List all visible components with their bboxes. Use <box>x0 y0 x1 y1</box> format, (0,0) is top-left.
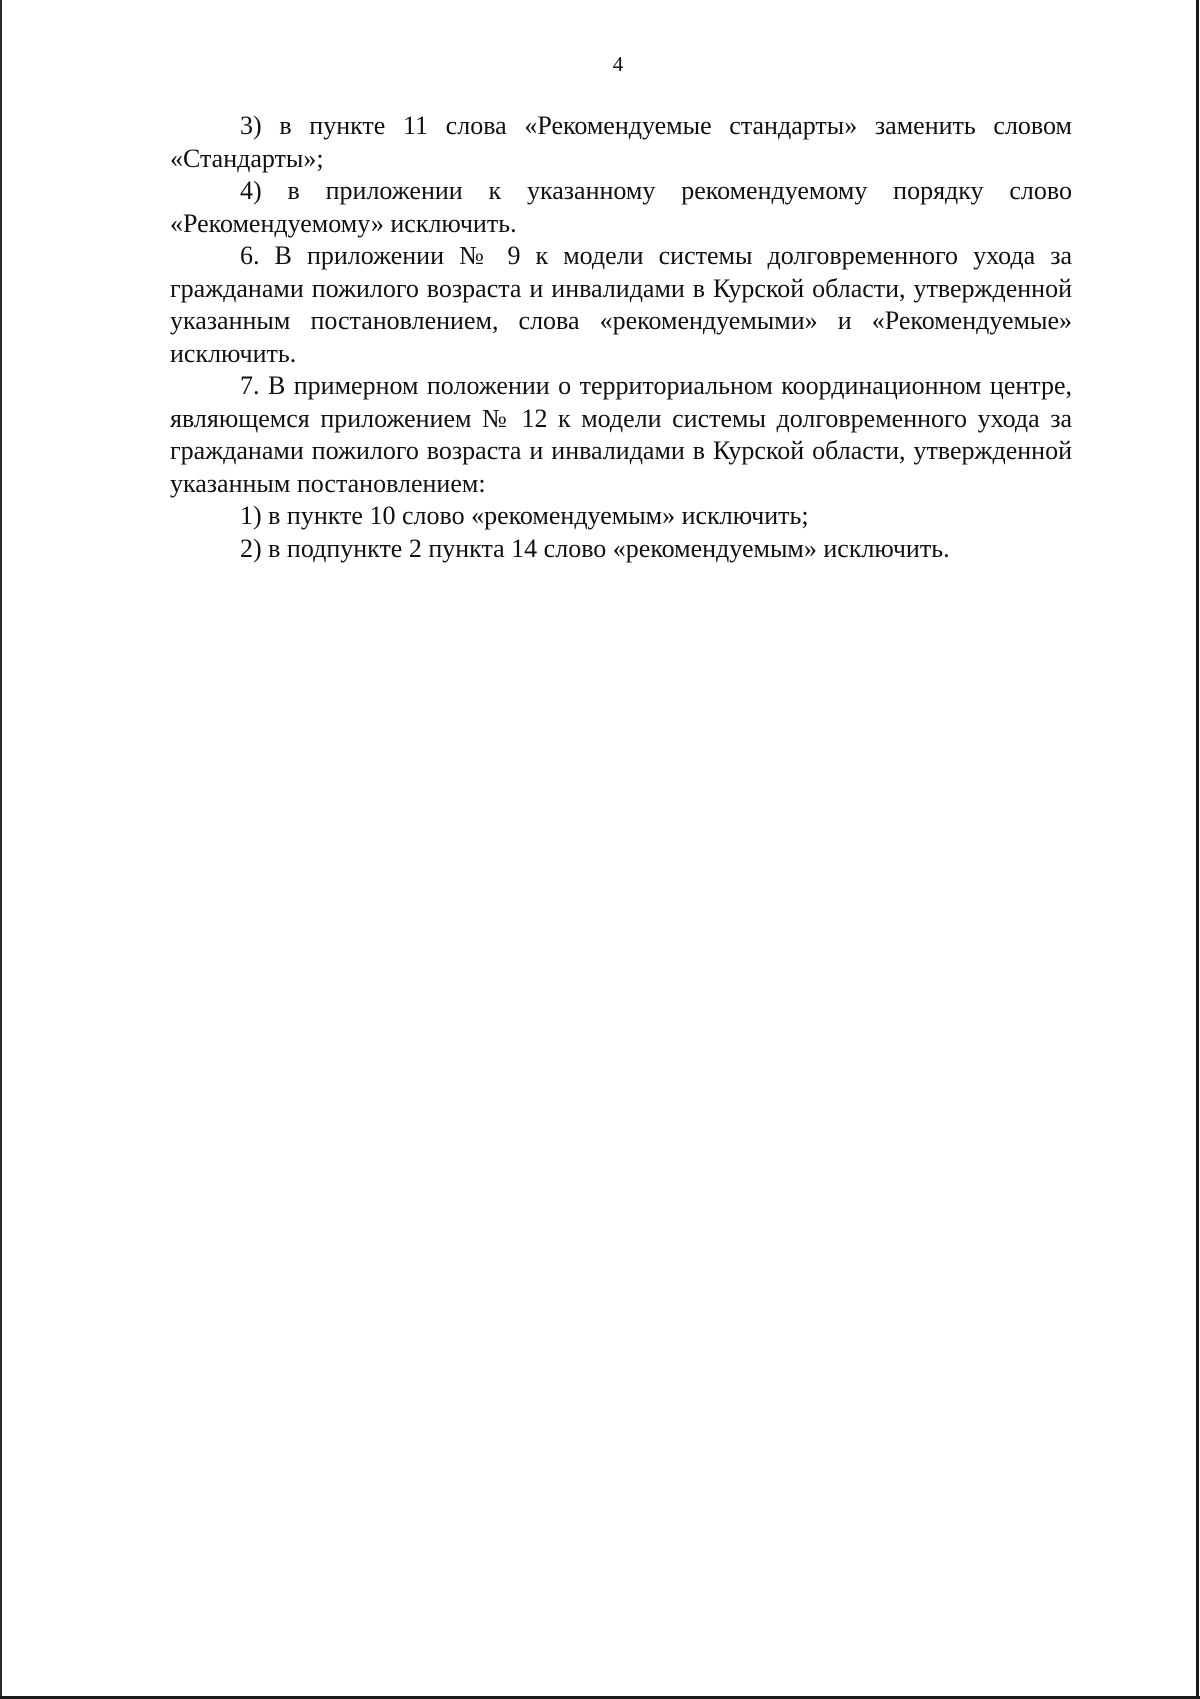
paragraph-section-6: 6. В приложении № 9 к модели системы долговременного ухода за гражданами пожилого возраста и инвалидами в Курской области, утвержденной указанным постановлением, слова «рекомендуемыми» и «Рекомендуемые» исключить. <box>170 241 1072 368</box>
paragraph-item-3: 3) в пункте 11 слова «Рекомендуемые стандарты» заменить словом «Стандарты»; <box>170 111 1072 173</box>
paragraph-subitem-1: 1) в пункте 10 слово «рекомендуемым» исключить; <box>240 501 809 530</box>
scan-edge-right <box>1196 0 1199 1699</box>
scan-edge-left <box>0 0 2 1699</box>
paragraph-subitem-2: 2) в подпункте 2 пункта 14 слово «рекомендуемым» исключить. <box>240 533 950 563</box>
document-body <box>170 110 1072 565</box>
paragraph-section-7: 7. В примерном положении о территориальном координационном центре, являющемся приложением № 12 к модели системы долговременного ухода за гражданами пожилого возраста и инвалидами в Курской области, утвержденной указанным постановлением: <box>170 371 1072 498</box>
paragraph-item-4: 4) в приложении к указанному рекомендуемому порядку слово «Рекомендуемому» исключить. <box>170 176 1072 238</box>
page-number: 4 <box>612 52 624 76</box>
